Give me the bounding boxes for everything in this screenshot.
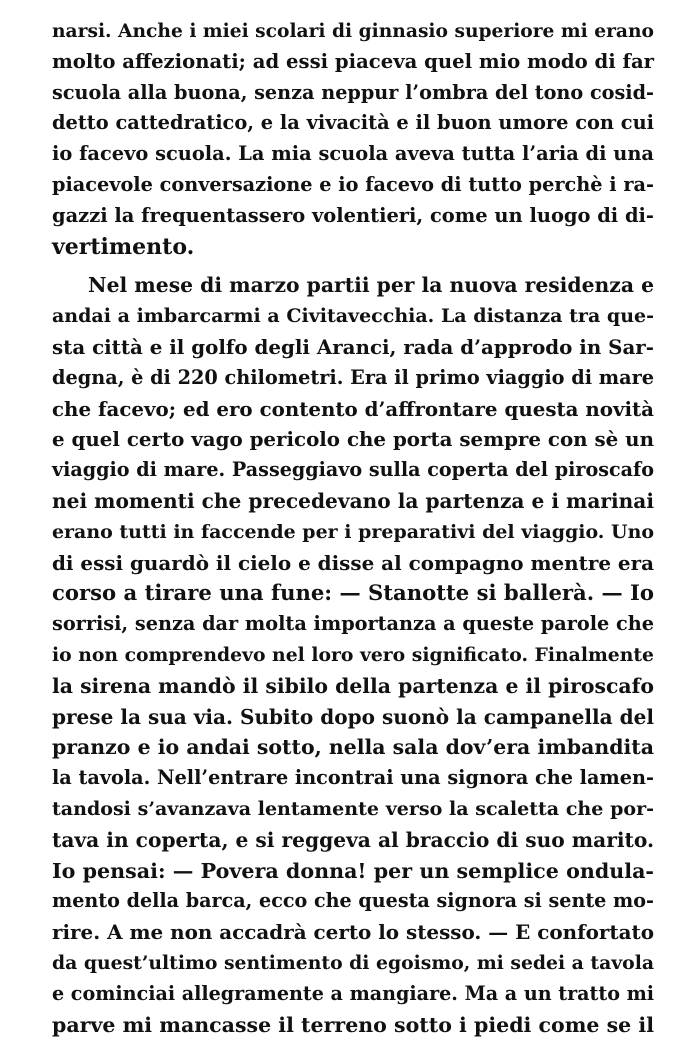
text-line: rire. A me non accadrà certo lo stesso. — E confortato (52, 920, 654, 945)
text-line: sta città e il golfo degli Aranci, rada d’approdo in Sar- (52, 334, 654, 359)
page-text (52, 16, 654, 1040)
text-line: tandosi s’avanzava lentamente verso la scaletta che por- (52, 797, 654, 820)
text-line: erano tutti in faccende per i preparativi del viaggio. Uno (52, 520, 654, 543)
text-line: io non comprendevo nel loro vero significato. Finalmente (52, 643, 654, 666)
text-line: la sirena mandò il sibilo della partenza e il piroscafo (52, 673, 654, 698)
text-line: vertimento. (52, 233, 195, 260)
text-line: detto cattedratico, e la vivacità e il buon umore con cui (52, 111, 654, 135)
text-line: andai a imbarcarmi a Civitavecchia. La distanza tra que- (52, 305, 654, 328)
text-line: molto affezionati; ad essi piaceva quel mio modo di far (52, 49, 654, 73)
text-line: da quest’ultimo sentimento di egoismo, mi sedei a tavola (52, 951, 654, 974)
text-line: la tavola. Nell’entrare incontrai una signora che lamen- (52, 766, 654, 790)
text-line: e quel certo vago pericolo che porta sempre con sè un (52, 427, 654, 452)
text-line: pranzo e io andai sotto, nella sala dov’era imbandita (52, 735, 654, 760)
text-line: mento della barca, ecco che questa signora si sente mo- (52, 889, 654, 913)
text-line: sorrisi, senza dar molta importanza a queste parole che (52, 612, 654, 636)
paragraph-2 (52, 270, 654, 1040)
text-line: degna, è di 220 chilometri. Era il primo viaggio di mare (52, 365, 654, 389)
text-line: piacevole conversazione e io facevo di tutto perchè i ra- (52, 172, 654, 196)
text-line: di essi guardò il cielo e disse al compagno mentre era (52, 550, 654, 575)
text-line: che facevo; ed ero contento d’affrontare questa novità (52, 396, 654, 421)
text-line: gazzi la frequentassero volentieri, come un luogo di di- (52, 203, 654, 227)
paragraph-gap (52, 262, 654, 270)
text-line: scuola alla buona, senza neppur l’ombra del tono cosid- (52, 80, 654, 104)
text-line: io facevo scuola. La mia scuola aveva tutta l’aria di una (52, 142, 654, 166)
text-line: tava in coperta, e si reggeva al braccio di suo marito. (52, 827, 654, 852)
text-line: parve mi mancasse il terreno sotto i piedi come se il (52, 1012, 654, 1037)
text-line: e cominciai allegramente a mangiare. Ma a un tratto mi (52, 981, 655, 1005)
text-line: Io pensai: — Povera donna! per un semplice ondula- (52, 858, 654, 883)
text-line: corso a tirare una fune: — Stanotte si ballerà. — Io (52, 580, 654, 606)
text-line: viaggio di mare. Passeggiavo sulla coperta del piroscafo (52, 458, 654, 482)
text-line: prese la sua via. Subito dopo suonò la campanella del (52, 704, 654, 729)
text-line: narsi. Anche i miei scolari di ginnasio superiore mi erano (52, 20, 654, 42)
paragraph-1 (52, 16, 654, 262)
text-line: Nel mese di marzo partii per la nuova residenza e (88, 273, 654, 298)
text-line: nei momenti che precedevano la partenza e i marinai (52, 488, 654, 513)
